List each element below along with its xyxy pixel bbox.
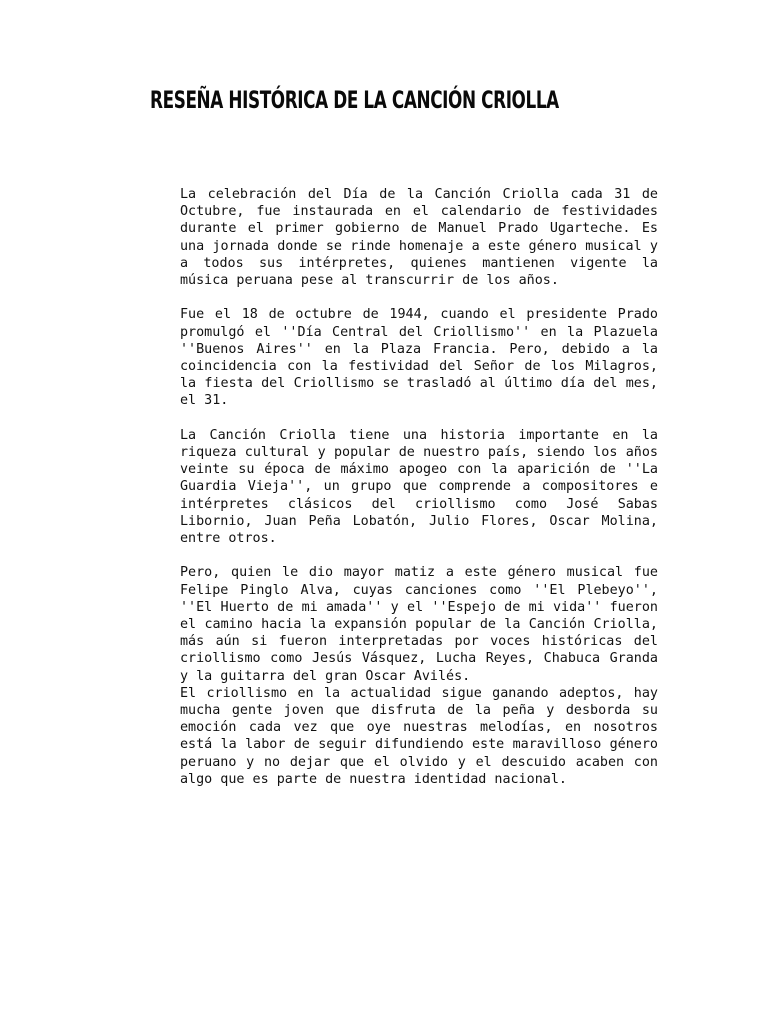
paragraph-4: Pero, quien le dio mayor matiz a este género musical fue Felipe Pinglo Alva, cuyas canciones como ''El Plebeyo'', ''El Huerto de mi amada'' y el ''Espejo de mi vida'' fueron el camino hacia la expansión popular de la Canción Criolla, más aún si fueron interpretadas por voces históricas del criollismo como Jesús Vásquez, Lucha Reyes, Chabuca Granda y la guitarra del gran Oscar Avilés. [180, 565, 658, 684]
paragraph-3: La Canción Criolla tiene una historia importante en la riqueza cultural y popular de nuestro país, siendo los años veinte su época de máximo apogeo con la aparición de ''La Guardia Vieja'', un grupo que comprende a compositores e intérpretes clásicos del criollismo como José Sabas Libornio, Juan Peña Lobatón, Julio Flores, Oscar Molina, entre otros. [180, 427, 658, 547]
paragraph-2: Fue el 18 de octubre de 1944, cuando el presidente Prado promulgó el ''Día Central del Criollismo'' en la Plazuela ''Buenos Aires'' en la Plaza Francia. Pero, debido a la coincidencia con la festividad del Señor de los Milagros, la fiesta del Criollismo se trasladó al último día del mes, el 31. [180, 307, 658, 409]
paragraph-1: La celebración del Día de la Canción Criolla cada 31 de Octubre, fue instaurada en el calendario de festividades durante el primer gobierno de Manuel Prado Ugarteche. Es una jornada donde se rinde homenaje a este género musical y a todos sus intérpretes, quienes mantienen vigente la música peruana pese al transcurrir de los años. [180, 187, 658, 289]
document-title: RESEÑA HISTÓRICA DE LA CANCIÓN CRIOLLA [150, 86, 559, 114]
document-body [180, 186, 658, 805]
paragraph-5: El criollismo en la actualidad sigue ganando adeptos, hay mucha gente joven que disfruta de la peña y desborda su emoción cada vez que oye nuestras melodías, en nosotros está la labor de seguir difundiendo este maravilloso género peruano y no dejar que el olvido y el descuido acaben con algo que es parte de nuestra identidad nacional. [180, 685, 658, 787]
